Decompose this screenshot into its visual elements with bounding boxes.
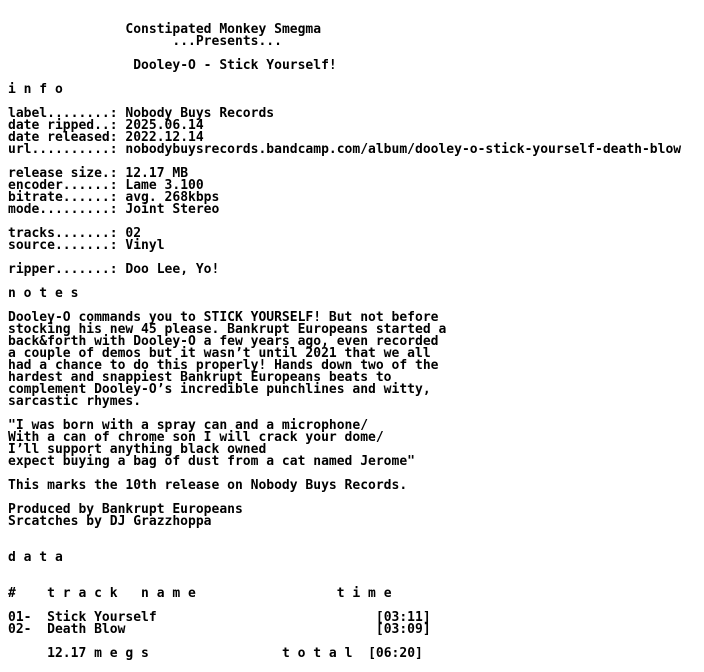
- quote-line: expect buying a bag of dust from a cat named Jerome": [8, 454, 415, 469]
- track-name: Death Blow: [47, 622, 126, 637]
- notes-heading: n o t e s: [8, 286, 79, 301]
- info-row-ripper: [8, 264, 681, 276]
- total-row: [8, 648, 681, 660]
- info-key: encoder......:: [8, 178, 118, 193]
- info-value: 02: [125, 226, 142, 241]
- info-key: ripper.......:: [8, 262, 118, 277]
- notes-line: had a chance to do this properly! Hands down two of the: [8, 358, 439, 373]
- info-row-url: [8, 144, 681, 156]
- info-key: source.......:: [8, 238, 118, 253]
- info-value: 12.17 MB: [125, 166, 189, 181]
- info-value: Nobody Buys Records: [125, 106, 275, 121]
- track-number: 02-: [8, 622, 32, 637]
- track-row: [8, 624, 681, 636]
- track-name: Stick Yourself: [47, 610, 157, 625]
- info-value: 2022.12.14: [125, 130, 204, 145]
- presents-text: ...Presents...: [172, 34, 282, 49]
- info-value: Lame 3.100: [125, 178, 204, 193]
- track-number: 01-: [8, 610, 32, 625]
- group-name: Constipated Monkey Smegma: [125, 22, 322, 37]
- info-row-mode: [8, 204, 681, 216]
- info-key: url..........:: [8, 142, 118, 157]
- credits-line: Srcatches by DJ Grazzhoppa: [8, 514, 212, 529]
- info-value: Vinyl: [125, 238, 165, 253]
- info-key: label........:: [8, 106, 118, 121]
- info-key: release size.:: [8, 166, 118, 181]
- release-size-megs: 12.17 m e g s: [47, 646, 149, 661]
- col-number-header: #: [8, 586, 16, 601]
- total-label: t o t a l: [281, 646, 353, 661]
- release-title: Dooley-O - Stick Yourself!: [133, 58, 337, 73]
- info-key: bitrate......:: [8, 190, 118, 205]
- track-time: [03:11]: [375, 610, 431, 625]
- info-heading: i n f o: [8, 82, 63, 97]
- info-value: Doo Lee, Yo!: [125, 262, 220, 277]
- nfo-document: [8, 24, 681, 660]
- data-heading: d a t a: [8, 550, 63, 565]
- credits-line: Produced by Bankrupt Europeans: [8, 502, 243, 517]
- notes-line: a couple of demos but it wasn’t until 2021 that we all: [8, 346, 431, 361]
- info-value: nobodybuysrecords.bandcamp.com/album/dooley-o-stick-yourself-death-blow: [125, 142, 682, 157]
- release-title-line: [8, 60, 681, 72]
- notes-line: complement Dooley-O’s incredible punchlines and witty,: [8, 382, 431, 397]
- info-key: date ripped..:: [8, 118, 118, 133]
- notes-line: Dooley-O commands you to STICK YOURSELF! But not before: [8, 310, 439, 325]
- info-value: Joint Stereo: [125, 202, 220, 217]
- tracklist-header: [8, 588, 681, 600]
- col-time-header: t i m e: [336, 586, 392, 601]
- notes-line: stocking his new 45 please. Bankrupt Europeans started a: [8, 322, 447, 337]
- notes-line: sarcastic rhymes.: [8, 394, 142, 409]
- total-time: [06:20]: [368, 646, 423, 661]
- info-key: date released:: [8, 130, 118, 145]
- info-row-source: [8, 240, 681, 252]
- quote-line: I’ll support anything black owned: [8, 442, 267, 457]
- milestone-line: This marks the 10th release on Nobody Buys Records.: [8, 478, 408, 493]
- presents-line: [8, 36, 681, 48]
- info-value: avg. 268kbps: [125, 190, 220, 205]
- col-track-name-header: t r a c k n a m e: [47, 586, 196, 601]
- notes-line: hardest and snappiest Bankrupt Europeans beats to: [8, 370, 392, 385]
- notes-line: back&forth with Dooley-O a few years ago, even recorded: [8, 334, 439, 349]
- info-key: mode.........:: [8, 202, 118, 217]
- quote-line: "I was born with a spray can and a microphone/: [8, 418, 369, 433]
- quote-line: With a can of chrome son I will crack your dome/: [8, 430, 384, 445]
- track-time: [03:09]: [375, 622, 431, 637]
- info-value: 2025.06.14: [125, 118, 204, 133]
- info-key: tracks.......:: [8, 226, 118, 241]
